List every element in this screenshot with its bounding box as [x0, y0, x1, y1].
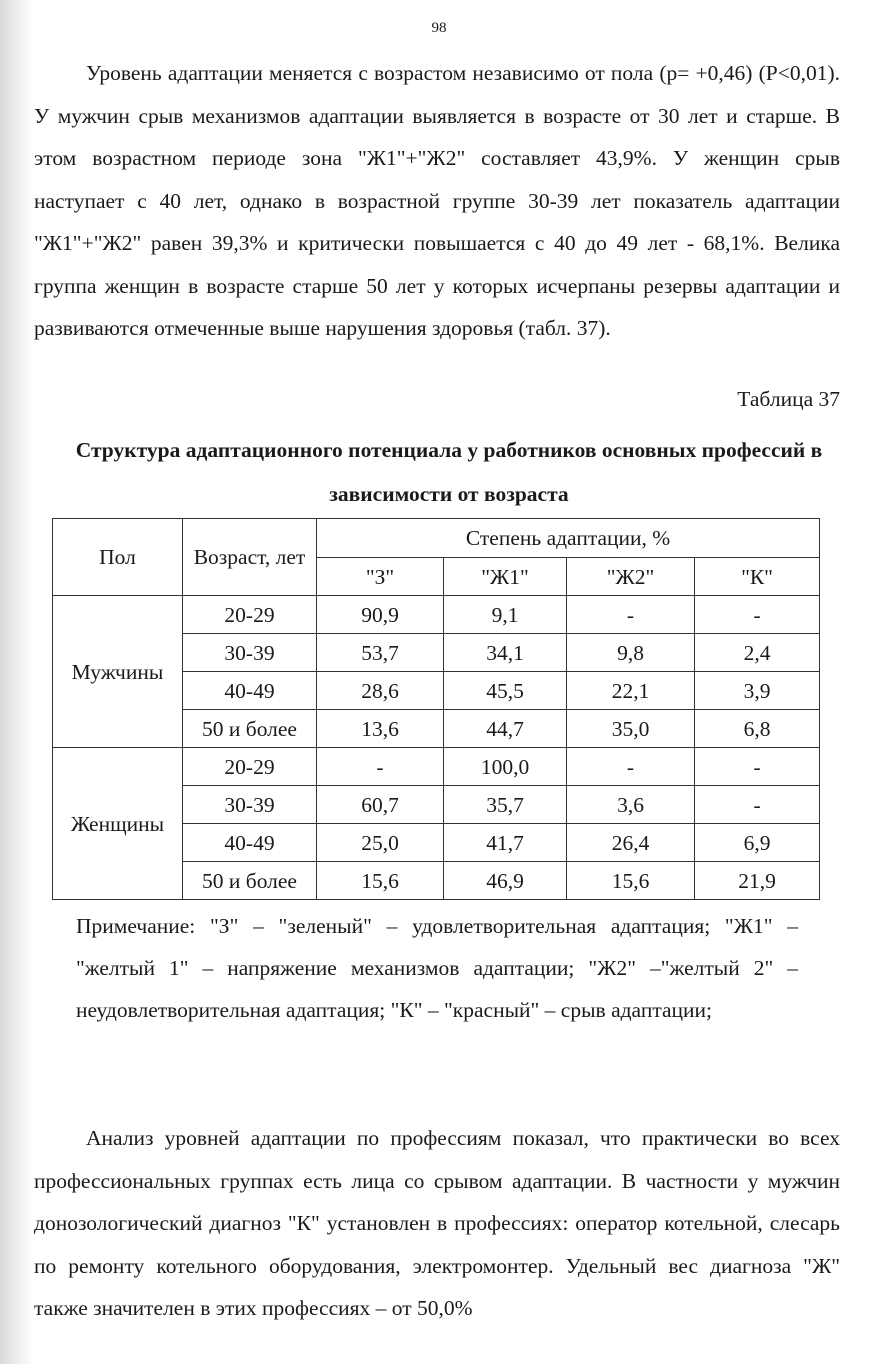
cell-z: 90,9 [317, 596, 444, 634]
cell-z: 25,0 [317, 824, 444, 862]
cell-age: 30-39 [183, 786, 317, 824]
table-title: Структура адаптационного потенциала у работников основных профессий в зависимости от возраста [75, 438, 823, 506]
cell-k: - [695, 748, 820, 786]
cell-zh1: 35,7 [444, 786, 567, 824]
cell-age: 40-49 [183, 672, 317, 710]
cell-z: 13,6 [317, 710, 444, 748]
cell-age: 50 и более [183, 862, 317, 900]
header-sex: Пол [53, 519, 183, 596]
cell-age: 20-29 [183, 596, 317, 634]
header-age: Возраст, лет [183, 519, 317, 596]
cell-zh2: - [567, 748, 695, 786]
cell-k: - [695, 786, 820, 824]
cell-k: 3,9 [695, 672, 820, 710]
cell-z: - [317, 748, 444, 786]
cell-z: 53,7 [317, 634, 444, 672]
cell-zh1: 34,1 [444, 634, 567, 672]
cell-zh1: 46,9 [444, 862, 567, 900]
cell-k: 21,9 [695, 862, 820, 900]
table-row [53, 748, 820, 786]
cell-z: 15,6 [317, 862, 444, 900]
scan-shadow [0, 0, 34, 1364]
cell-z: 60,7 [317, 786, 444, 824]
cell-k: 2,4 [695, 634, 820, 672]
cell-zh2: 9,8 [567, 634, 695, 672]
cell-k: 6,8 [695, 710, 820, 748]
cell-zh2: 35,0 [567, 710, 695, 748]
table-note: Примечание: "З" – "зеленый" – удовлетворительная адаптация; "Ж1" – "желтый 1" – напряжение механизмов адаптации; "Ж2" –"желтый 2" – неудовлетворительная адаптация; "К" – "красный" – срыв адаптации; [76, 914, 798, 1022]
cell-k: - [695, 596, 820, 634]
cell-age: 40-49 [183, 824, 317, 862]
cell-zh1: 41,7 [444, 824, 567, 862]
paragraph-adaptation-by-profession: Анализ уровней адаптации по профессиям показал, что практически во всех профессиональных группах есть лица со срывом адаптации. В частности у мужчин донозологический диагноз "К" установлен в профессиях: оператор котельной, слесарь по ремонту котельного оборудования, электромонтер. Удельный вес диагноза "Ж" также значителен в этих профессиях – от 50,0% [34, 1126, 840, 1320]
group-sex-women: Женщины [53, 748, 183, 900]
table-row [53, 596, 820, 634]
cell-z: 28,6 [317, 672, 444, 710]
paragraph-adaptation-by-age: Уровень адаптации меняется с возрастом независимо от пола (р= +0,46) (Р<0,01). У мужчин срыв механизмов адаптации выявляется в возрасте от 30 лет и старше. В этом возрастном периоде зона "Ж1"+"Ж2" составляет 43,9%. У женщин срыв наступает с 40 лет, однако в возрастной группе 30-39 лет показатель адаптации "Ж1"+"Ж2" равен 39,3% и критически повышается с 40 до 49 лет - 68,1%. Велика группа женщин в возрасте старше 50 лет у которых исчерпаны резервы адаптации и развиваются отмеченные выше нарушения здоровья (табл. 37). [34, 61, 840, 340]
adaptation-table [52, 518, 820, 900]
cell-zh2: - [567, 596, 695, 634]
subheader-zh2: "Ж2" [567, 558, 695, 596]
table-label: Таблица 37 [737, 387, 840, 411]
cell-zh1: 100,0 [444, 748, 567, 786]
subheader-k: "К" [695, 558, 820, 596]
page-number: 98 [431, 20, 447, 36]
cell-age: 20-29 [183, 748, 317, 786]
cell-age: 30-39 [183, 634, 317, 672]
cell-zh2: 15,6 [567, 862, 695, 900]
subheader-zh1: "Ж1" [444, 558, 567, 596]
header-adaptation-degree: Степень адаптации, % [317, 519, 820, 558]
cell-zh2: 26,4 [567, 824, 695, 862]
cell-zh2: 3,6 [567, 786, 695, 824]
cell-zh1: 9,1 [444, 596, 567, 634]
cell-k: 6,9 [695, 824, 820, 862]
cell-age: 50 и более [183, 710, 317, 748]
cell-zh2: 22,1 [567, 672, 695, 710]
cell-zh1: 44,7 [444, 710, 567, 748]
cell-zh1: 45,5 [444, 672, 567, 710]
group-sex-men: Мужчины [53, 596, 183, 748]
subheader-z: "З" [317, 558, 444, 596]
